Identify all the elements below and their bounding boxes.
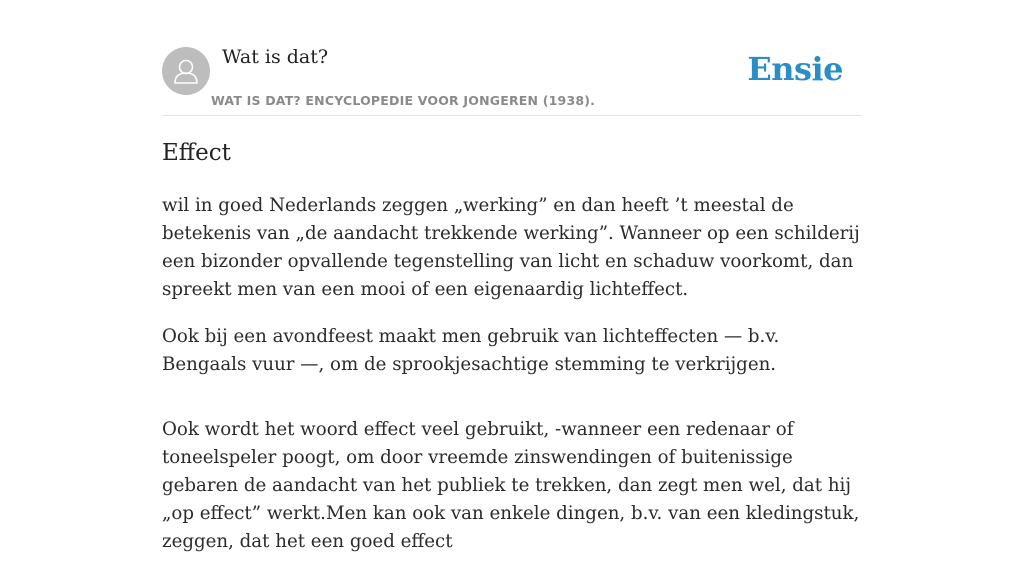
avatar[interactable] — [162, 47, 210, 95]
user-placeholder-icon — [162, 47, 210, 95]
source-header — [162, 0, 862, 116]
entry-paragraph: wil in goed Nederlands zeggen „werking” en dan heeft ’t meestal de betekenis van „de aandacht trekkende werking”. Wanneer op een schilderij een bizonder opvallende tegenstelling van licht en schaduw voorkomt, dan spreekt men van een mooi of een eigenaardig lichteffect. — [162, 195, 860, 300]
source-title-link[interactable]: Wat is dat? — [222, 46, 329, 68]
entry-paragraph: Ook bij een avondfeest maakt men gebruik van lichteffecten — b.v. Bengaals vuur —, om de sprookjesachtige stemming te verkrijgen. — [162, 326, 780, 375]
entry-paragraph: Ook wordt het woord effect veel gebruikt, -wanneer een redenaar of toneelspeler poogt, om door vreemde zinswendingen of buitenissige gebaren de aandacht van het publiek te trekken, dan zegt men wel, dat hij „op effect” werkt.Men kan ook van enkele dingen, b.v. van een kledingstuk, zeggen, dat het een goed effect — [162, 419, 860, 552]
ensie-logo[interactable]: Ensie — [747, 50, 843, 88]
entry-content — [162, 192, 864, 575]
source-subtitle: WAT IS DAT? ENCYCLOPEDIE VOOR JONGEREN (1938). — [211, 93, 596, 108]
entry-title: Effect — [162, 140, 231, 166]
